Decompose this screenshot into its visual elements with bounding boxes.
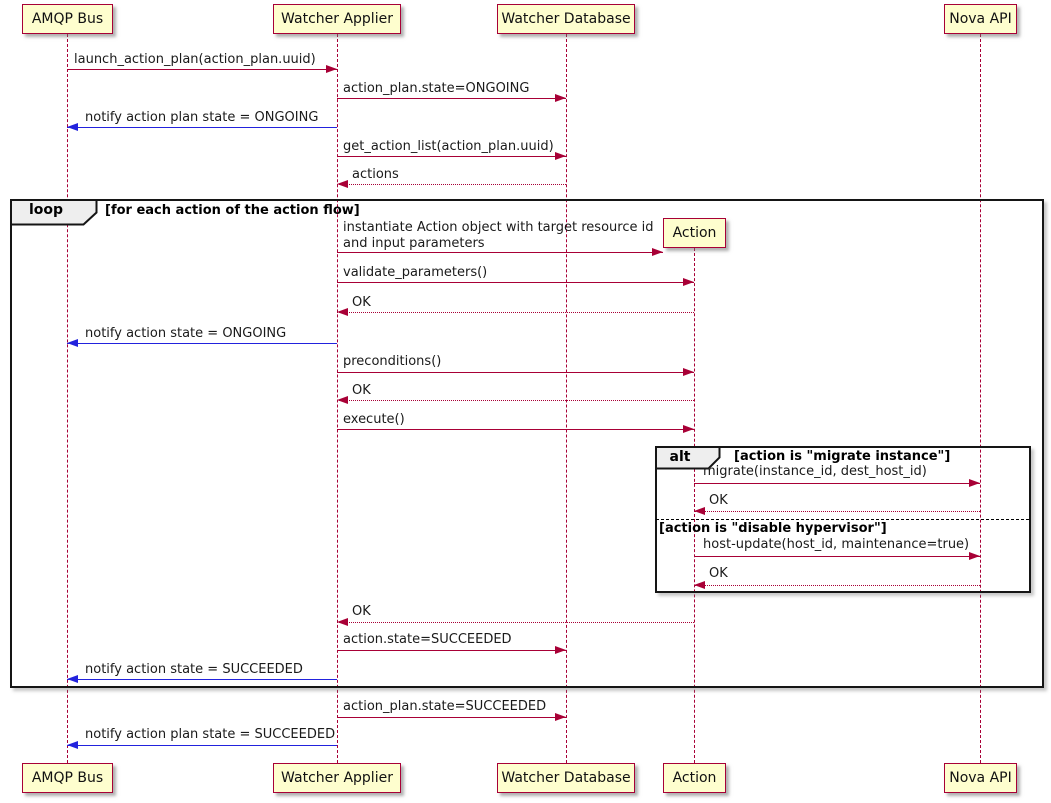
loop-frame-tab <box>10 199 98 226</box>
arrow-head <box>67 123 78 131</box>
message-label: preconditions() <box>343 354 442 369</box>
loop-frame <box>10 199 1044 688</box>
arrow-line <box>67 745 337 746</box>
message-label: action_plan.state=SUCCEEDED <box>343 699 547 714</box>
message-label: action.state=SUCCEEDED <box>343 632 512 647</box>
message-label: notify action state = ONGOING <box>85 326 287 341</box>
message-label: migrate(instance_id, dest_host_id) <box>703 464 927 479</box>
arrow-head <box>555 713 566 721</box>
alt-guard-disable: [action is "disable hypervisor"] <box>659 521 887 536</box>
arrow-line <box>67 69 337 70</box>
message-label: OK <box>352 295 371 310</box>
participant-nova-api-bottom: Nova API <box>944 763 1017 793</box>
alt-divider <box>656 519 1029 520</box>
message-label: launch_action_plan(action_plan.uuid) <box>74 52 316 67</box>
message-label: OK <box>709 493 728 508</box>
message-label: validate_parameters() <box>343 265 488 280</box>
arrow-head <box>337 180 348 188</box>
message-label: action_plan.state=ONGOING <box>343 81 530 96</box>
arrow-head <box>326 65 337 73</box>
participant-watcher-database-bottom: Watcher Database <box>497 763 635 793</box>
participant-amqp-bus-bottom: AMQP Bus <box>22 763 113 793</box>
participant-action-created: Action <box>663 218 726 248</box>
arrow-head <box>67 741 78 749</box>
alt-guard-migrate: [action is "migrate instance"] <box>734 449 951 464</box>
participant-watcher-applier-bottom: Watcher Applier <box>273 763 401 793</box>
arrow-head <box>555 152 566 160</box>
arrow-line <box>337 717 566 718</box>
notify-arrow <box>67 741 337 750</box>
participant-watcher-applier-top: Watcher Applier <box>273 4 401 34</box>
message-label: notify action state = SUCCEEDED <box>85 662 303 677</box>
message-label: get_action_list(action_plan.uuid) <box>343 139 554 154</box>
message-label: actions <box>352 167 399 182</box>
arrow-line <box>67 127 337 128</box>
message-label: OK <box>352 383 371 398</box>
message-label: and input parameters <box>343 236 485 251</box>
arrow-head <box>555 94 566 102</box>
arrow-line <box>337 184 566 185</box>
alt-label: alt <box>669 449 691 465</box>
participant-action-bottom: Action <box>663 763 726 793</box>
message-label: notify action plan state = SUCCEEDED <box>85 727 336 742</box>
message-arrow <box>337 713 566 722</box>
message-label: execute() <box>343 412 405 427</box>
loop-label: loop <box>28 202 64 218</box>
arrow-line <box>337 156 566 157</box>
message-label: notify action plan state = ONGOING <box>85 110 319 125</box>
message-label: instantiate Action object with target resource id <box>343 220 654 235</box>
message-label: OK <box>709 566 728 581</box>
message-label: OK <box>352 604 371 619</box>
loop-guard: [for each action of the action flow] <box>105 203 360 218</box>
participant-watcher-database-top: Watcher Database <box>497 4 635 34</box>
arrow-line <box>337 98 566 99</box>
participant-amqp-bus-top: AMQP Bus <box>22 4 113 34</box>
participant-nova-api-top: Nova API <box>944 4 1017 34</box>
message-label: host-update(host_id, maintenance=true) <box>703 537 970 552</box>
